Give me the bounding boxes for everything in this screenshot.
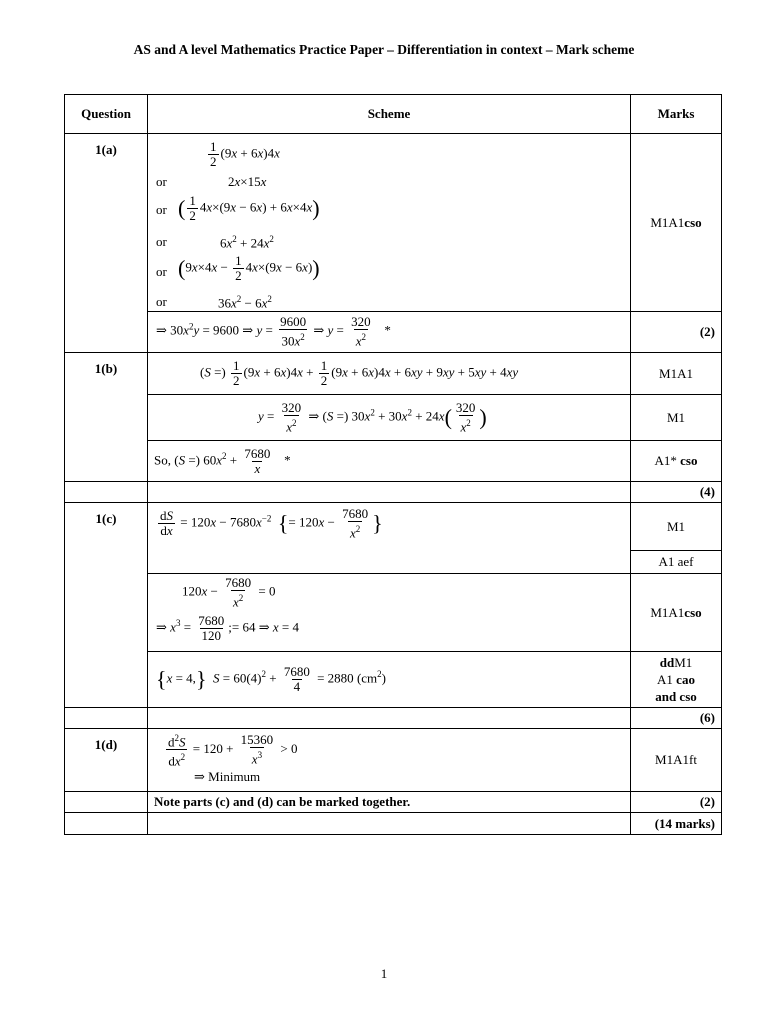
page-number: 1 <box>380 966 388 981</box>
grand-total: (14 marks) <box>631 813 722 835</box>
table-row <box>65 482 722 503</box>
marks-cell: M1 <box>631 395 722 441</box>
marks-cell: M1A1cso <box>631 574 722 652</box>
scheme-header: Scheme <box>148 95 631 134</box>
table-row <box>65 395 722 441</box>
scheme-cell: ⇒ $30x^2y = 9600$ ⇒ y = $\frac{9600}{30x^2}$ ⇒ y = $\frac{320}{x^2}$ * <box>148 312 631 353</box>
marks-total: (6) <box>631 708 722 729</box>
scheme-cell: {x = 4,} $S = 60(4)^2$ + $\frac{7680}{4}$ = 2880 $(cm^2)$ <box>148 652 631 708</box>
table-row <box>65 708 722 729</box>
table-row <box>65 441 722 482</box>
note-text: Note parts (c) and (d) can be marked together. <box>148 792 631 813</box>
question-label: 1(c) <box>65 503 148 708</box>
document-title: AS and A level Mathematics Practice Paper – Differentiation in context – Mark scheme <box>133 42 635 57</box>
or-label: or <box>156 264 167 279</box>
marks-total: (4) <box>631 482 722 503</box>
question-header: Question <box>65 95 148 134</box>
table-row <box>65 134 722 312</box>
table-row <box>65 792 722 813</box>
scheme-cell: So, (S =) $60x^2$ + $\frac{7680}{x}$ * <box>148 441 631 482</box>
marks-cell: M1A1ft <box>631 729 722 792</box>
header-row <box>65 95 722 134</box>
or-label: or <box>156 174 167 189</box>
scheme-cell: $\frac{d^2S}{dx^2}$ = 120 + $\frac{15360}{x^3}$ > 0 ⇒ Minimum <box>148 729 631 792</box>
question-label: 1(a) <box>65 134 148 353</box>
scheme-cell: 120x − $\frac{7680}{x^2}$ = 0 ⇒ $x^3$ = $\frac{7680}{120}$ ;= 64 ⇒ x = 4 <box>148 574 631 652</box>
table-row <box>65 652 722 708</box>
marks-total: (2) <box>631 792 722 813</box>
scheme-cell: $\frac{1}{2}$ (9x + 6x)4x or 2x×15x or ( $\frac{1}{2}$ 4x×(9x − 6x) + 6x×4x) or $6x^2 + 24x^2$ or (9x×4x − $\frac{1}{2}$ 4x×(9x − 6x)) or $36x^2 - 6x^2$ <box>148 134 631 312</box>
marks-cell: A1* cso <box>631 441 722 482</box>
or-label: or <box>156 234 167 249</box>
table-row <box>65 813 722 835</box>
marks-cell: (2) <box>631 312 722 353</box>
marks-cell: M1A1cso <box>631 134 722 312</box>
table-row <box>65 312 722 353</box>
scheme-cell: $\frac{dS}{dx}$ = $120x - 7680x^{-2}$ {= 120x − $\frac{7680}{x^2}$ } <box>148 503 631 574</box>
scheme-cell: y = $\frac{320}{x^2}$ ⇒ (S =) $30x^2 + 30x^2 + 24x$( $\frac{320}{x^2}$ ) <box>148 395 631 441</box>
mark-scheme-table <box>64 94 722 835</box>
table-row <box>65 353 722 395</box>
question-label: 1(d) <box>65 729 148 792</box>
or-label: or <box>156 294 167 309</box>
or-label: or <box>156 202 167 217</box>
marks-cell: ddM1 A1 cao and cso <box>631 652 722 708</box>
marks-cell: M1 <box>631 503 722 551</box>
table-row <box>65 503 722 551</box>
question-label: 1(b) <box>65 353 148 482</box>
table-row <box>65 729 722 792</box>
marks-cell: A1 aef <box>631 551 722 574</box>
marks-cell: M1A1 <box>631 353 722 395</box>
scheme-cell: (S =) $\frac{1}{2}$ (9x + 6x)4x + $\frac{1}{2}$ (9x + 6x)4x + 6xy + 9xy + 5xy + 4xy <box>148 353 631 395</box>
marks-header: Marks <box>631 95 722 134</box>
table-row <box>65 574 722 652</box>
